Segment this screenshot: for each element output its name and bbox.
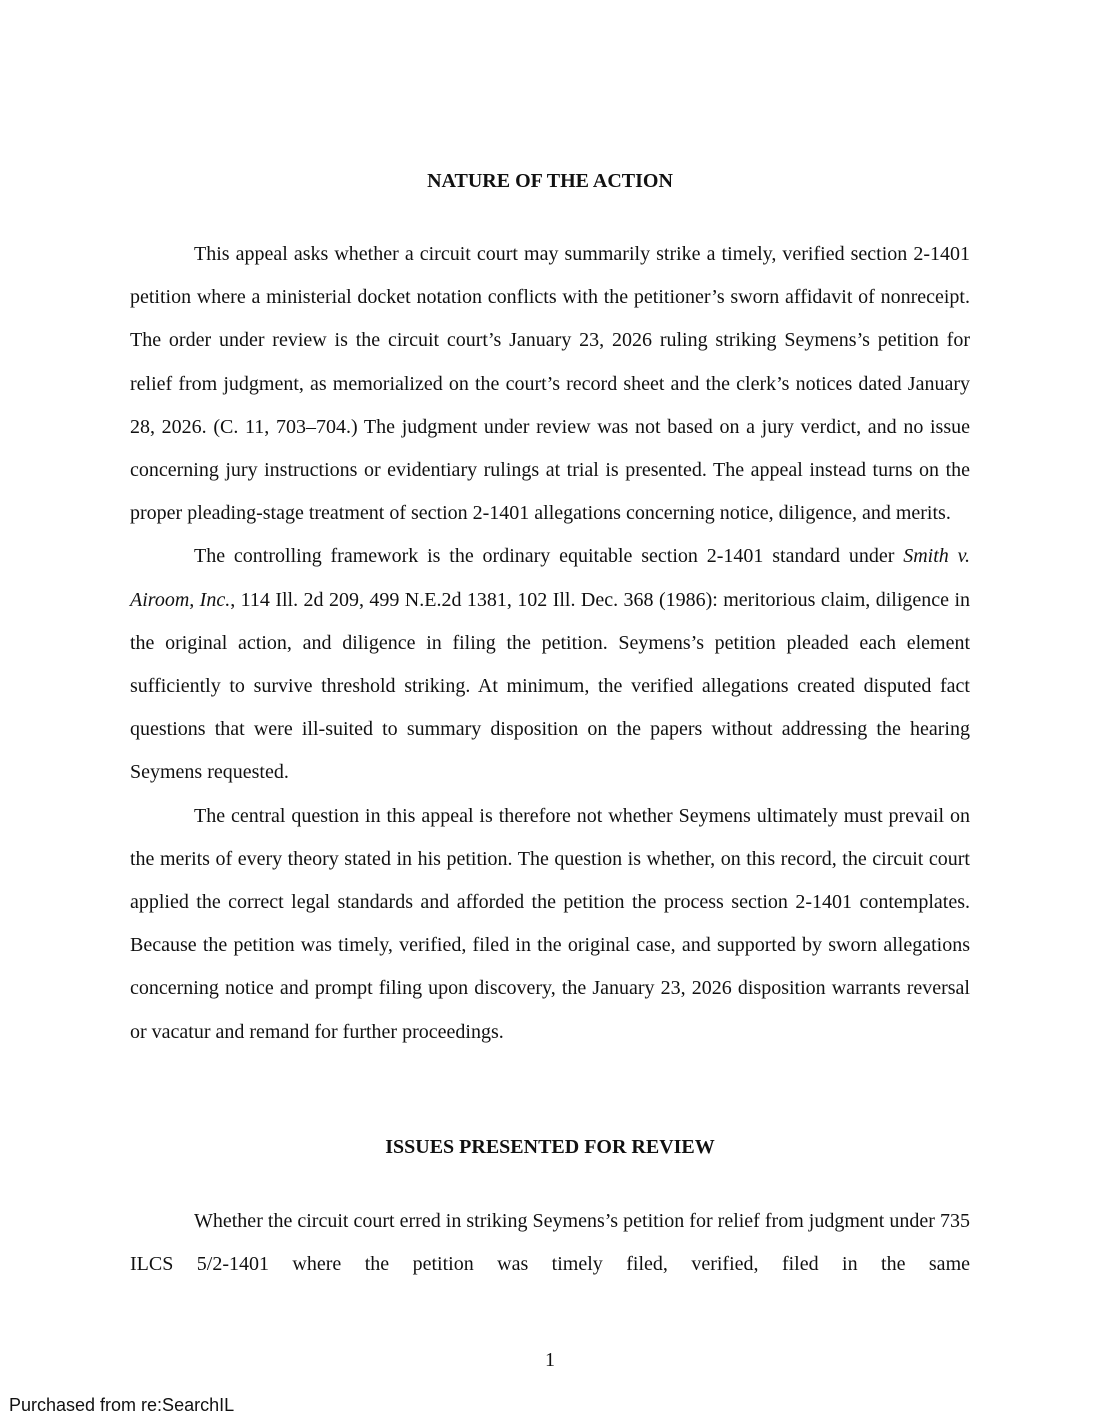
paragraph-text: , 114 Ill. 2d 209, 499 N.E.2d 1381, 102 Ill. Dec. 368 (1986): meritorious claim, diligence in the original action, and diligence in filing the petition. Seymens’s petition pleaded each element sufficiently to survive threshold striking. At minimum, the verified allegations created disputed fact questions that were ill-suited to summary disposition on the papers without addressing the hearing Seymens requested. (130, 588, 970, 784)
paragraph-text: The controlling framework is the ordinary equitable section 2-1401 standard under (194, 545, 904, 568)
section-heading-issues-presented: ISSUES PRESENTED FOR REVIEW (385, 1136, 715, 1158)
paragraph: Whether the circuit court erred in striking Seymens’s petition for relief from judgment under 735 ILCS 5/2-1401 where the petition was timely filed, verified, filed in the same (130, 1210, 970, 1276)
paragraph: The central question in this appeal is therefore not whether Seymens ultimately must prevail on the merits of every theory stated in his petition. The question is whether, on this record, the circuit court applied the correct legal standards and afforded the petition the process section 2-1401 contemplates. Because the petition was timely, verified, filed in the original case, and supported by sworn allegations concerning notice and prompt filing upon discovery, the January 23, 2026 disposition warrants reversal or vacatur and remand for further proceedings. (130, 804, 970, 1043)
source-watermark-note: Purchased from re:SearchIL (9, 1395, 235, 1415)
section-heading-nature-of-action: NATURE OF THE ACTION (427, 170, 673, 192)
issues-presented-body (130, 1200, 970, 1286)
paragraph (130, 535, 970, 794)
paragraph: This appeal asks whether a circuit court may summarily strike a timely, verified section 2-1401 petition where a ministerial docket notation conflicts with the petitioner’s sworn affidavit of nonreceipt. The order under review is the circuit court’s January 23, 2026 ruling striking Seymens’s petition for relief from judgment, as memorialized on the court’s record sheet and the clerk’s notices dated January 28, 2026. (C. 11, 703–704.) The judgment under review was not based on a jury verdict, and no issue concerning jury instructions or evidentiary rulings at trial is presented. The appeal instead turns on the proper pleading-stage treatment of section 2-1401 allegations concerning notice, diligence, and merits. (130, 243, 970, 525)
nature-of-action-body (130, 233, 970, 1054)
page-number: 1 (545, 1349, 555, 1371)
case-citation-name: Smith v. Airoom, Inc. (130, 545, 970, 611)
